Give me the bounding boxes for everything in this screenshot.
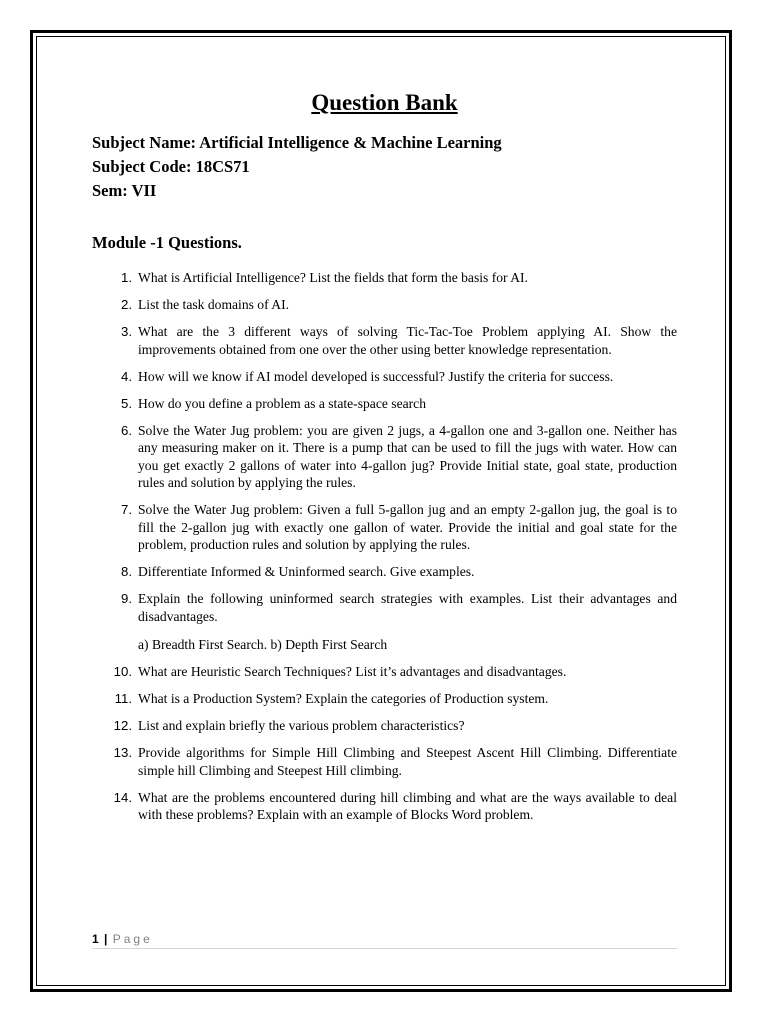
question-number: 2.: [121, 297, 132, 312]
question-text: What are the problems encountered during hill climbing and what are the ways available to deal with these problems? Explain with an example of Blocks Word problem.: [138, 789, 677, 822]
question-text: What is a Production System? Explain the categories of Production system.: [138, 691, 549, 706]
page-title: Question Bank: [311, 90, 458, 115]
footer-separator: |: [104, 932, 108, 946]
page-footer: [92, 931, 677, 949]
question-text: What are Heuristic Search Techniques? List it’s advantages and disadvantages.: [138, 664, 567, 679]
question-item: [92, 590, 677, 654]
question-item: [92, 663, 677, 681]
question-item: [92, 744, 677, 779]
question-text: How will we know if AI model developed is successful? Justify the criteria for success.: [138, 368, 614, 384]
question-item: [92, 296, 677, 314]
question-item: [92, 368, 677, 386]
question-text: Explain the following uninformed search strategies with examples. List their advantages and disadvantages.: [138, 591, 677, 624]
question-item: [92, 789, 677, 824]
question-subitems: a) Breadth First Search. b) Depth First Search: [138, 637, 388, 652]
question-text: Differentiate Informed & Uninformed search. Give examples.: [138, 564, 475, 579]
question-text: What is Artificial Intelligence? List the fields that form the basis for AI.: [138, 270, 528, 285]
question-number: 14.: [113, 789, 132, 805]
question-item: [92, 717, 677, 735]
question-number: 8.: [121, 564, 132, 579]
question-number: 9.: [121, 591, 132, 606]
module-heading: Module -1 Questions.: [92, 233, 242, 252]
question-text: List the task domains of AI.: [138, 297, 290, 312]
question-item: [92, 563, 677, 581]
question-item: [92, 269, 677, 287]
question-item: [92, 501, 677, 554]
semester: Sem: VII: [92, 181, 157, 200]
footer-rule: [92, 948, 677, 949]
question-text: Solve the Water Jug problem: you are given 2 jugs, a 4-gallon one and 3-gallon one. Neither has any measuring maker on it. There is a pump that can be used to fill the jugs with water. How can you get exactly 2 gallons of water into 4-gallon jug? Provide Initial state, goal state, production rules and solution by applying the rules.: [138, 422, 677, 490]
question-item: [92, 690, 677, 708]
question-item: [92, 422, 677, 492]
question-item: [92, 323, 677, 358]
page-number: 1: [92, 932, 99, 946]
question-text: What are the 3 different ways of solving Tic-Tac-Toe Problem applying AI. Show the improvements obtained from one over the other using better knowledge representation.: [138, 324, 677, 357]
question-number: 12.: [113, 718, 132, 733]
question-text: Provide algorithms for Simple Hill Climbing and Steepest Ascent Hill Climbing. Differentiate simple hill Climbing and Steepest Hill climbing.: [138, 745, 677, 778]
question-number: 6.: [121, 422, 132, 438]
question-number: 11.: [114, 691, 132, 706]
question-number: 3.: [121, 324, 132, 339]
question-text: Solve the Water Jug problem: Given a full 5-gallon jug and an empty 2-gallon jug, the goal is to fill the 2-gallon jug with exactly one gallon of water. Provide the initial and goal state for the problem, production rules and solution by applying the rules.: [138, 502, 677, 552]
question-number: 13.: [113, 745, 132, 760]
question-number: 1.: [121, 270, 132, 285]
question-list: [92, 269, 677, 824]
document-body: [92, 85, 677, 833]
subject-name: Subject Name: Artificial Intelligence & Machine Learning: [92, 133, 502, 152]
question-text: List and explain briefly the various problem characteristics?: [138, 718, 465, 733]
subject-info: [92, 131, 677, 203]
question-item: [92, 395, 677, 413]
page-label: Page: [112, 932, 153, 946]
question-number: 7.: [121, 502, 132, 517]
question-number: 4.: [121, 368, 132, 384]
footer-text: [92, 931, 677, 947]
question-number: 5.: [121, 395, 132, 411]
question-number: 10.: [113, 664, 132, 679]
subject-code: Subject Code: 18CS71: [92, 157, 250, 176]
question-text: How do you define a problem as a state-space search: [138, 395, 426, 411]
